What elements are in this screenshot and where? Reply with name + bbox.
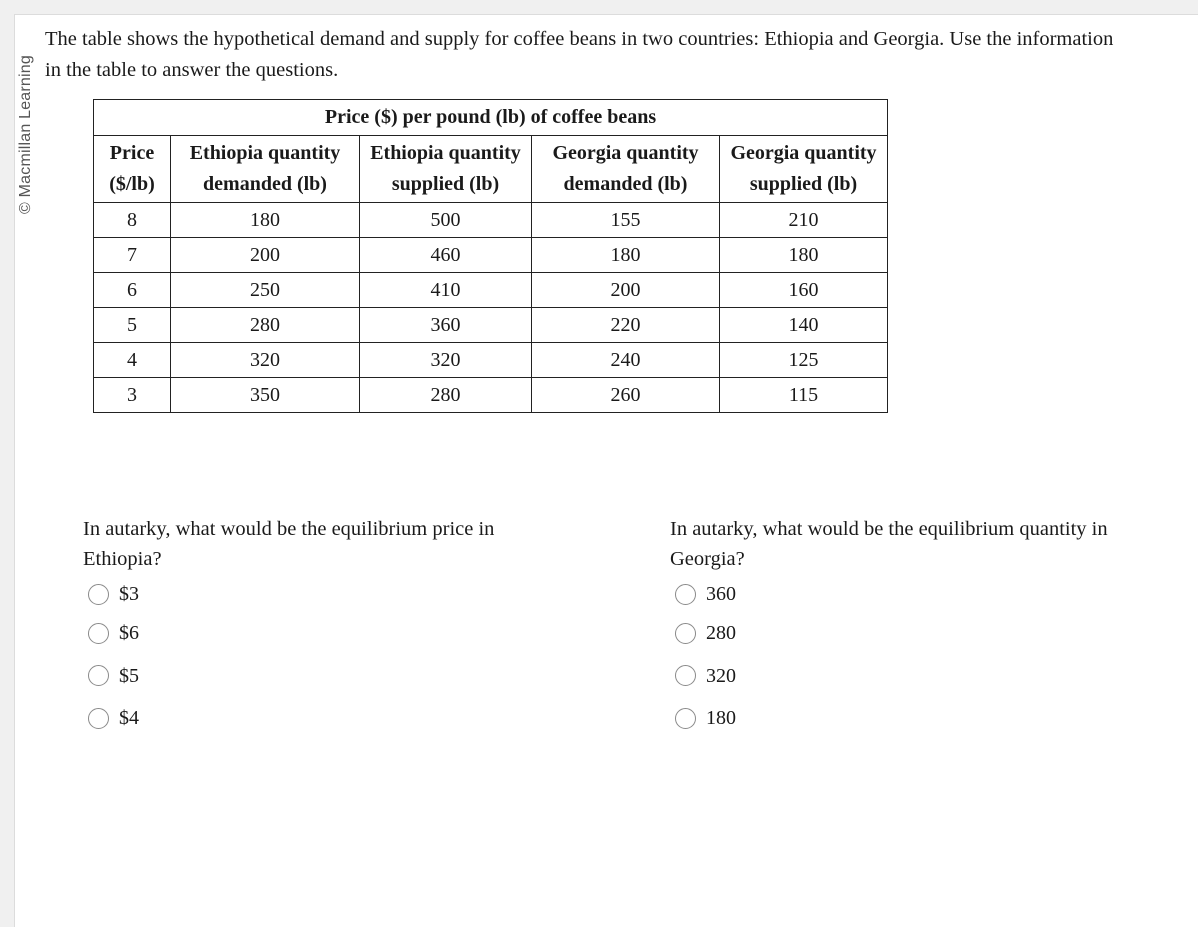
supply-demand-table bbox=[93, 99, 888, 413]
table-cell: 4 bbox=[94, 343, 171, 378]
table-cell: 200 bbox=[532, 273, 720, 308]
answer-option[interactable] bbox=[670, 697, 1140, 740]
table-cell: 6 bbox=[94, 273, 171, 308]
header-line: supplied (lb) bbox=[749, 173, 858, 195]
option-label: $5 bbox=[119, 664, 139, 687]
header-line: Ethiopia quantity bbox=[189, 142, 341, 164]
table-cell: 250 bbox=[171, 273, 360, 308]
radio-circle-icon[interactable] bbox=[88, 708, 109, 729]
header-line: Georgia quantity bbox=[552, 142, 699, 164]
header-line: supplied (lb) bbox=[391, 173, 500, 195]
table-row bbox=[94, 343, 888, 378]
table-cell: 115 bbox=[720, 378, 888, 413]
table-cell: 5 bbox=[94, 308, 171, 343]
radio-circle-icon[interactable] bbox=[88, 665, 109, 686]
table-cell: 360 bbox=[360, 308, 532, 343]
table-cell: 500 bbox=[360, 203, 532, 238]
answer-option[interactable] bbox=[670, 576, 1140, 612]
table-cell: 280 bbox=[171, 308, 360, 343]
header-price bbox=[94, 136, 171, 203]
table-cell: 180 bbox=[171, 203, 360, 238]
question-georgia-quantity bbox=[670, 514, 1140, 740]
header-georgia-demanded bbox=[532, 136, 720, 203]
table-cell: 240 bbox=[532, 343, 720, 378]
header-ethiopia-supplied bbox=[360, 136, 532, 203]
radio-circle-icon[interactable] bbox=[88, 623, 109, 644]
table-row bbox=[94, 378, 888, 413]
table-cell: 260 bbox=[532, 378, 720, 413]
table-cell: 3 bbox=[94, 378, 171, 413]
table-cell: 320 bbox=[171, 343, 360, 378]
table-cell: 460 bbox=[360, 238, 532, 273]
header-ethiopia-demanded bbox=[171, 136, 360, 203]
option-label: 360 bbox=[706, 583, 736, 605]
table-cell: 8 bbox=[94, 203, 171, 238]
header-georgia-supplied bbox=[720, 136, 888, 203]
radio-circle-icon[interactable] bbox=[675, 708, 696, 729]
table-cell: 220 bbox=[532, 308, 720, 343]
answer-options bbox=[670, 576, 1140, 740]
table-cell: 180 bbox=[532, 238, 720, 273]
header-line: Price bbox=[109, 142, 155, 164]
table-row bbox=[94, 238, 888, 273]
answer-option[interactable] bbox=[83, 655, 543, 698]
question-prompt: In autarky, what would be the equilibrium quantity in Georgia? bbox=[670, 518, 1108, 570]
table-row bbox=[94, 273, 888, 308]
answer-option[interactable] bbox=[670, 612, 1140, 655]
table-cell: 160 bbox=[720, 273, 888, 308]
radio-circle-icon[interactable] bbox=[675, 584, 696, 605]
header-line: ($/lb) bbox=[109, 173, 155, 195]
option-label: $4 bbox=[119, 707, 139, 730]
intro-text: The table shows the hypothetical demand and supply for coffee beans in two countries: Ethiopia and Georgia. Use the information in the table to answer the questions. bbox=[45, 28, 1114, 81]
radio-circle-icon[interactable] bbox=[675, 623, 696, 644]
table-row bbox=[94, 308, 888, 343]
option-label: 180 bbox=[706, 707, 736, 730]
table-cell: 155 bbox=[532, 203, 720, 238]
table-cell: 125 bbox=[720, 343, 888, 378]
answer-options bbox=[83, 576, 543, 740]
header-line: demanded (lb) bbox=[203, 173, 327, 195]
option-label: 320 bbox=[706, 664, 736, 687]
table-cell: 7 bbox=[94, 238, 171, 273]
table-cell: 200 bbox=[171, 238, 360, 273]
option-label: $6 bbox=[119, 622, 139, 645]
radio-circle-icon[interactable] bbox=[88, 584, 109, 605]
table-cell: 180 bbox=[720, 238, 888, 273]
radio-circle-icon[interactable] bbox=[675, 665, 696, 686]
header-line: demanded (lb) bbox=[563, 173, 688, 195]
answer-option[interactable] bbox=[83, 576, 543, 612]
table-cell: 410 bbox=[360, 273, 532, 308]
table-cell: 320 bbox=[360, 343, 532, 378]
answer-option[interactable] bbox=[83, 612, 543, 655]
question-ethiopia-price bbox=[83, 514, 543, 740]
table-cell: 210 bbox=[720, 203, 888, 238]
header-line: Ethiopia quantity bbox=[370, 142, 521, 164]
table-cell: 140 bbox=[720, 308, 888, 343]
option-label: $3 bbox=[119, 583, 139, 605]
answer-option[interactable] bbox=[83, 697, 543, 740]
option-label: 280 bbox=[706, 622, 736, 645]
question-prompt: In autarky, what would be the equilibrium price in Ethiopia? bbox=[83, 518, 495, 570]
answer-option[interactable] bbox=[670, 655, 1140, 698]
copyright-credit: © Macmillan Learning bbox=[17, 55, 34, 214]
table-row bbox=[94, 203, 888, 238]
table-caption: Price ($) per pound (lb) of coffee beans bbox=[94, 100, 888, 136]
header-line: Georgia quantity bbox=[730, 142, 877, 164]
table-cell: 350 bbox=[171, 378, 360, 413]
table-cell: 280 bbox=[360, 378, 532, 413]
